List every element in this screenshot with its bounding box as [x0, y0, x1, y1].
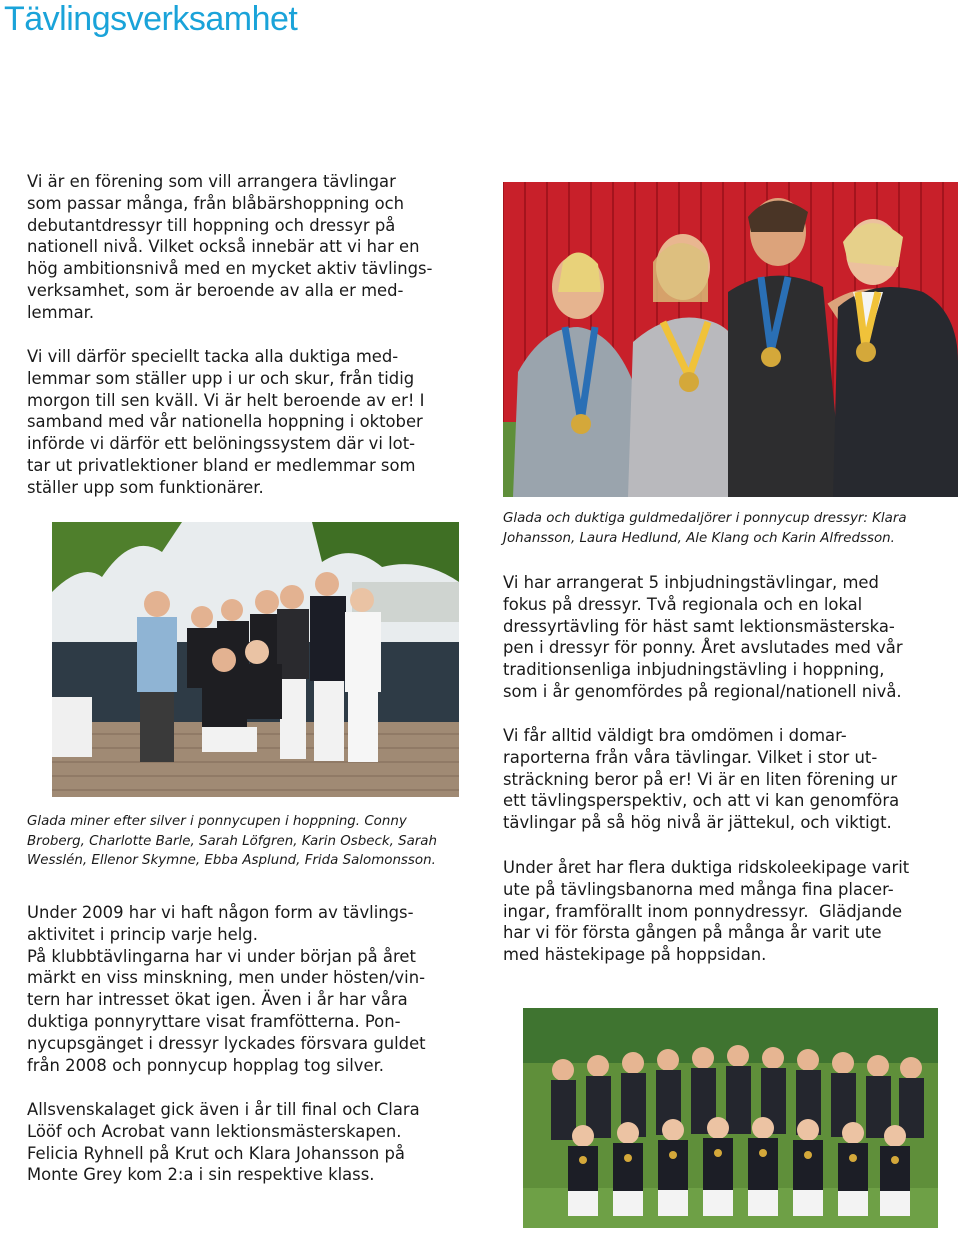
silver-group-caption [27, 812, 497, 871]
right-paragraph-1 [503, 572, 958, 703]
text-line: med hästekipage på hoppsidan. [503, 945, 767, 965]
text-line: Allsvenskalaget gick även i år till final och Clara [27, 1100, 420, 1119]
season-paragraph [27, 902, 497, 1076]
text-line: Lööf och Acrobat vann lektionsmästerskapen. [27, 1121, 402, 1141]
text-line: Vi vill därför speciellt tacka alla duktiga med- [27, 347, 399, 366]
page-title: Tävlingsverksamhet [4, 0, 298, 38]
text-line: från 2008 och ponnycup hopplag tog silver. [27, 1055, 385, 1075]
text-line: Under året har flera duktiga ridskoleekipage varit [503, 858, 910, 877]
caption-line: Wesslén, Ellenor Skymne, Ebba Asplund, Frida Salomonsson. [27, 853, 436, 868]
text-line: dressyrtävling för häst samt lektionsmästerska- [503, 616, 895, 636]
text-line: lemmar. [27, 302, 95, 322]
text-line: införde vi därför ett belöningssystem där vi lot- [27, 434, 416, 454]
text-line: fokus på dressyr. Två regionala och en lokal [503, 594, 863, 614]
text-line: På klubbtävlingarna har vi under början på året [27, 946, 416, 966]
text-line: Under 2009 har vi haft någon form av tävlings- [27, 903, 414, 922]
text-line: ställer upp som funktionärer. [27, 477, 264, 497]
text-line: nationell nivå. Vilket också innebär att vi har en [27, 237, 420, 257]
text-line: Vi får alltid väldigt bra omdömen i domar- [503, 726, 847, 745]
text-line: pen i dressyr för ponny. Året avslutades med vår [503, 638, 903, 658]
text-line: Felicia Ryhnell på Krut och Klara Johansson på [27, 1143, 405, 1163]
text-line: raporterna från våra tävlingar. Vilket i stor ut- [503, 747, 878, 767]
intro-paragraph-1 [27, 171, 497, 324]
text-line: ett tävlingsperspektiv, och att vi kan genomföra [503, 791, 900, 811]
text-line: sträckning beror på er! Vi är en liten förening ur [503, 769, 898, 789]
text-line: aktivitet i princip varje helg. [27, 924, 258, 944]
text-line: ingar, framförallt inom ponnydressyr. Glädjande [503, 901, 903, 921]
results-paragraph [27, 1099, 497, 1186]
text-line: märkt en viss minskning, men under hösten/vin- [27, 968, 425, 988]
text-line: verksamhet, som är beroende av alla er med- [27, 280, 404, 300]
text-line: Monte Grey kom 2:a i sin respektive klass. [27, 1165, 375, 1185]
gold-medalists-caption [503, 509, 958, 548]
intro-paragraph-2 [27, 346, 497, 499]
text-line: duktiga ponnyryttare visat framfötterna. Pon- [27, 1011, 401, 1031]
team-group-photo [523, 1008, 938, 1228]
right-paragraph-3 [503, 857, 958, 966]
text-line: Vi är en förening som vill arrangera tävlingar [27, 172, 396, 191]
text-line: som i år genomfördes på regional/nationell nivå. [503, 681, 902, 701]
text-line: som passar många, från blåbärshoppning och [27, 193, 405, 213]
text-line: lemmar som ställer upp i ur och skur, från tidig [27, 368, 415, 388]
text-line: tävlingar på så hög nivå är jättekul, och viktigt. [503, 813, 892, 833]
caption-line: Johansson, Laura Hedlund, Ale Klang och Karin Alfredsson. [503, 530, 895, 546]
text-line: nycupsgänget i dressyr lyckades försvara guldet [27, 1033, 426, 1053]
text-line: ute på tävlingsbanorna med många fina placer- [503, 879, 894, 899]
text-line: debutantdressyr till hoppning och dressyr på [27, 215, 396, 235]
text-line: samband med vår nationella hoppning i oktober [27, 412, 423, 432]
caption-line: Glada och duktiga guldmedaljörer i ponnycup dressyr: Klara [503, 511, 907, 526]
text-line: hög ambitionsnivå med en mycket aktiv tävlings- [27, 259, 433, 279]
right-paragraph-2 [503, 725, 958, 834]
caption-line: Glada miner efter silver i ponnycupen i hoppning. Conny [27, 814, 407, 829]
text-line: har vi för första gången på många år varit ute [503, 923, 882, 943]
text-line: morgon till sen kväll. Vi är helt beroende av er! I [27, 390, 425, 410]
text-line: Vi har arrangerat 5 inbjudningstävlingar, med [503, 573, 879, 592]
text-line: traditionsenliga inbjudningstävling i hoppning, [503, 660, 885, 680]
caption-line: Broberg, Charlotte Barle, Sarah Löfgren, Karin Osbeck, Sarah [27, 833, 438, 849]
silver-group-photo [52, 522, 459, 797]
gold-medalists-photo [503, 182, 958, 497]
text-line: tern har intresset ökat igen. Även i år har våra [27, 990, 408, 1010]
text-line: tar ut privatlektioner bland er medlemmar som [27, 455, 416, 475]
